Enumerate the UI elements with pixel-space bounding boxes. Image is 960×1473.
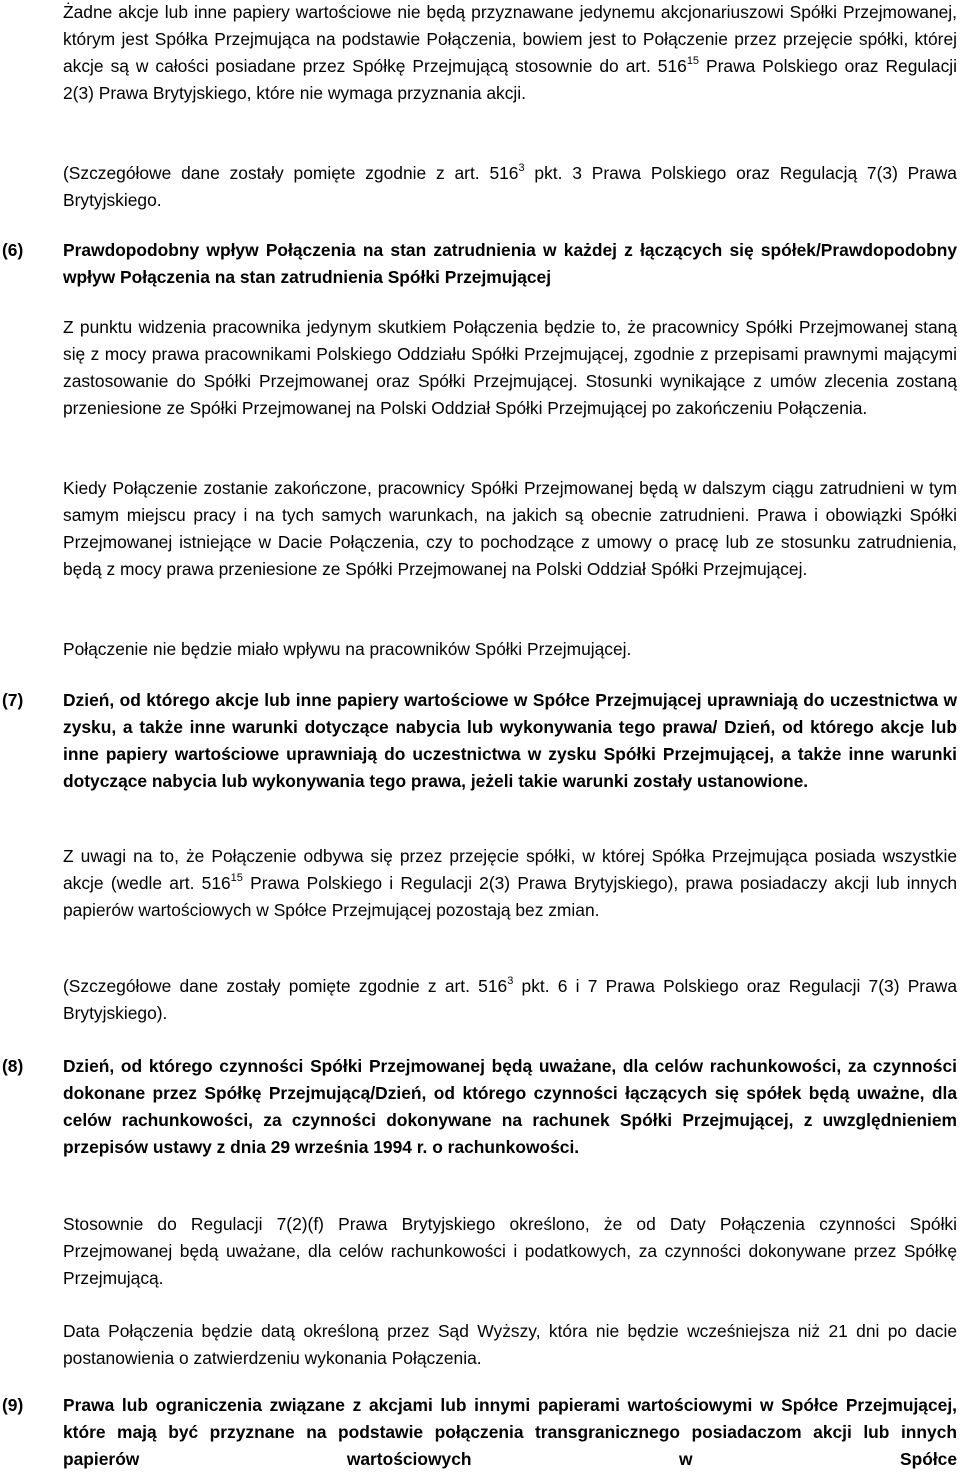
intro-paragraph-1 [63,0,957,107]
paragraph-text: Stosownie do Regulacji 7(2)(f) Prawa Brytyjskiego określono, że od Daty Połączenia czynności Spółki Przejmowanej będą uważane, dla celów rachunkowości i podatkowych, za czynności dokonywane przez Spółkę Przejmującą. [63,1214,957,1288]
section-7-heading [0,687,957,795]
paragraph-text-cont: pkt. 6 i 7 Prawa Polskiego oraz Regulacji 7(3) Prawa Brytyjskiego). [63,976,957,1023]
intro-p2-text-cont: pkt. 3 Prawa Polskiego oraz Regulacją 7(3) Prawa Brytyjskiego. [63,163,957,210]
section-6-paragraph-2 [63,475,957,583]
section-number: (9) [2,1395,24,1415]
section-6-paragraph-3 [63,636,957,663]
intro-p1-text-cont: Prawa Polskiego oraz Regulacji 2(3) Prawa Brytyjskiego, które nie wymaga przyznania akcji. [63,56,958,103]
paragraph-text-cont: Prawa Polskiego i Regulacji 2(3) Prawa Brytyjskiego), prawa posiadaczy akcji lub innych papierów wartościowych w Spółce Przejmującej pozostają bez zmian. [63,873,957,920]
section-6-paragraph-1 [63,314,957,422]
superscript: 15 [686,55,700,67]
section-number: (8) [2,1056,24,1076]
section-heading-text: Dzień, od którego akcje lub inne papiery wartościowe w Spółce Przejmującej uprawniają do uczestnictwa w zysku, a także inne warunki dotyczące nabycia lub wykonywania tego prawa/ Dzień, od którego akcje lub inne papiery wartościowe uprawniają do uczestnictwa w zysku Spółki Przejmującej, a także inne warunki dotyczące nabycia lub wykonywania tego prawa, jeżeli takie warunki zostały ustanowione. [63,690,957,791]
paragraph-text: Z punktu widzenia pracownika jedynym skutkiem Połączenia będzie to, że pracownicy Spółki Przejmowanej staną się z mocy prawa pracownikami Polskiego Oddziału Spółki Przejmującej, zgodnie z przepisami prawnymi mającymi zastosowanie do Spółki Przejmowanej oraz Spółki Przejmującej. Stosunki wynikające z umów zlecenia zostaną przeniesione ze Spółki Przejmowanej na Polski Oddział Spółki Przejmującej po zakończeniu Połączenia. [63,317,957,418]
section-7-paragraph-2 [63,973,957,1027]
section-number: (7) [2,690,24,710]
section-6-heading [0,237,957,291]
intro-p2-text: (Szczegółowe dane zostały pomięte zgodnie z art. 516 [63,163,519,183]
paragraph-text: (Szczegółowe dane zostały pomięte zgodnie z art. 516 [63,976,508,996]
paragraph-text: Połączenie nie będzie miało wpływu na pracowników Spółki Przejmującej. [63,639,632,659]
intro-paragraph-2 [63,160,957,214]
paragraph-text: Data Połączenia będzie datą określoną przez Sąd Wyższy, która nie będzie wcześniejsza niż 21 dni po dacie postanowienia o zatwierdzeniu wykonania Połączenia. [63,1321,957,1368]
section-number: (6) [2,240,24,260]
paragraph-text: Z uwagi na to, że Połączenie odbywa się przez przejęcie spółki, w której Spółka Przejmująca posiada wszystkie akcje (wedle art. 516 [63,846,957,893]
section-7-paragraph-1 [63,843,957,924]
section-8-paragraph-2 [63,1318,957,1372]
section-heading-text: Dzień, od którego czynności Spółki Przejmowanej będą uważane, dla celów rachunkowości, za czynności dokonane przez Spółkę Przejmującą/Dzień, od którego czynności łączących się spółek będą uważne, dla celów rachunkowości, za czynności dokonywane na rachunek Spółki Przejmującej, z uwzględnieniem przepisów ustawy z dnia 29 września 1994 r. o rachunkowości. [63,1056,957,1157]
superscript: 15 [230,872,243,884]
superscript: 3 [518,162,525,174]
section-heading-text: Prawdopodobny wpływ Połączenia na stan zatrudnienia w każdej z łączących się spółek/Prawdopodobny wpływ Połączenia na stan zatrudnienia Spółki Przejmującej [63,240,957,287]
section-8-paragraph-1 [63,1211,957,1292]
paragraph-text: Kiedy Połączenie zostanie zakończone, pracownicy Spółki Przejmowanej będą w dalszym ciągu zatrudnieni w tym samym miejscu pracy i na tych samych warunkach, na jakich są obecnie zatrudnieni. Prawa i obowiązki Spółki Przejmowanej istniejące w Dacie Połączenia, czy to pochodzące z umowy o pracę lub ze stosunku zatrudnienia, będą z mocy prawa przeniesione ze Spółki Przejmowanej na Polski Oddział Spółki Przejmującej. [63,478,957,579]
superscript: 3 [507,975,514,987]
section-heading-text: Prawa lub ograniczenia związane z akcjami lub innymi papierami wartościowymi w Spółce Przejmującej, które mają być przyznane na podstawie połączenia transgranicznego posiadaczom akcji lub innych papierów wartościowych w Spółce [63,1395,957,1469]
section-8-heading [0,1053,957,1161]
intro-p1-text: Żadne akcje lub inne papiery wartościowe nie będą przyznawane jedynemu akcjonariuszowi Spółki Przejmowanej, którym jest Spółka Przejmująca na podstawie Połączenia, bowiem jest to Połączenie przez przejęcie spółki, której akcje są w całości posiadane przez Spółkę Przejmującą stosownie do art. 516 [63,2,957,76]
section-9-heading [0,1392,957,1473]
